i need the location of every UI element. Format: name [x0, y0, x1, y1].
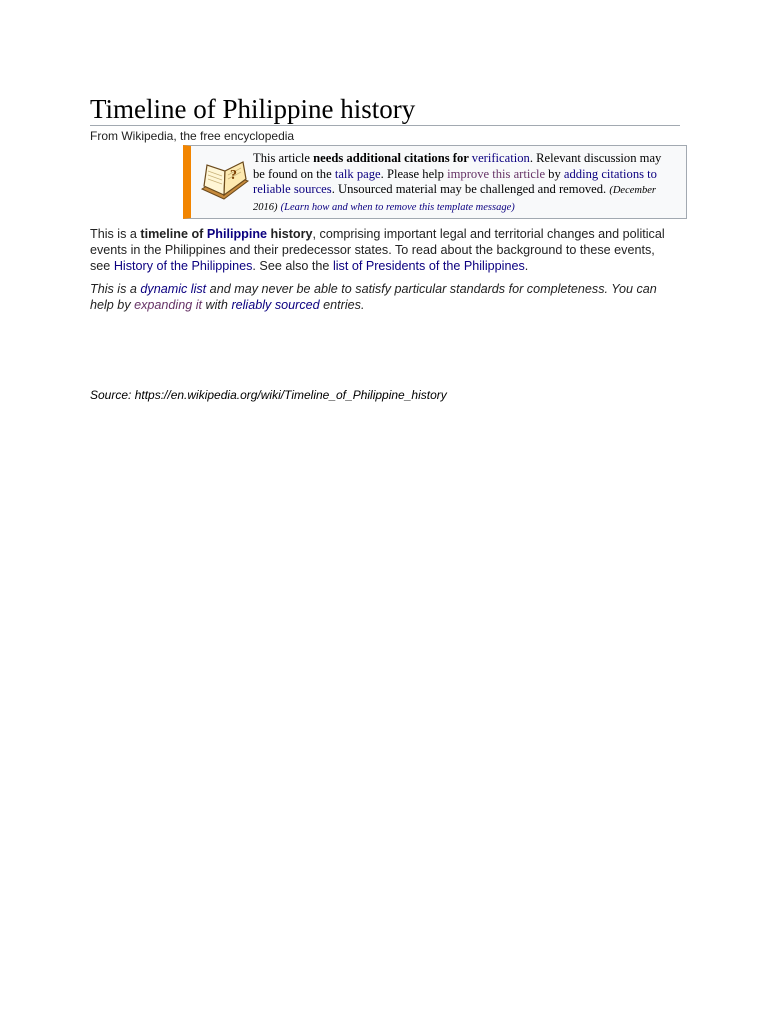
dynamic-list-note: This is a dynamic list and may never be able to satisfy particular standards for completeness. You can help by expanding it with reliably sourced entries.	[90, 282, 657, 312]
svg-text:?: ?	[230, 168, 237, 183]
source-citation: Source: https://en.wikipedia.org/wiki/Timeline_of_Philippine_history	[90, 388, 447, 402]
reliably-sourced-link[interactable]: reliably sourced	[231, 298, 320, 312]
page-title: Timeline of Philippine history	[90, 94, 416, 124]
expanding-it-link[interactable]: expanding it	[134, 298, 203, 312]
presidents-list-link[interactable]: list of Presidents of the Philippines	[332, 259, 525, 273]
verification-link[interactable]: verification	[471, 151, 530, 165]
adding-citations-link[interactable]: adding citations to reliable sources	[253, 166, 657, 196]
improve-article-link[interactable]: improve this article	[447, 166, 546, 181]
intro-paragraph: This is a timeline of Philippine history, comprising important legal and territorial changes and political events in the Philippines and their predecessor states. To read about the background to these events, see History of the Philippines. See also the list of Presidents of the Philippines.	[90, 227, 665, 273]
citation-notice-box	[183, 145, 687, 219]
remove-template-link[interactable]: (Learn how and when to remove this template message)	[280, 201, 515, 213]
dynamic-list-link[interactable]: dynamic list	[140, 282, 207, 296]
site-tagline: From Wikipedia, the free encyclopedia	[90, 129, 295, 143]
philippine-link[interactable]: Philippine	[206, 227, 268, 241]
book-question-icon	[199, 159, 251, 203]
talk-page-link[interactable]: talk page	[334, 166, 381, 181]
citation-notice-text: This article needs additional citations for verification. Relevant discussion may be found on the talk page. Please help improve this article by adding citations to reliable sources. Unsourced material may be challenged and removed. (December 2016) (Learn how and when to remove this template message)	[253, 151, 662, 213]
history-of-philippines-link[interactable]: History of the Philippines	[113, 259, 253, 273]
title-divider	[90, 125, 680, 126]
notice-date: (December 2016)	[253, 185, 656, 213]
